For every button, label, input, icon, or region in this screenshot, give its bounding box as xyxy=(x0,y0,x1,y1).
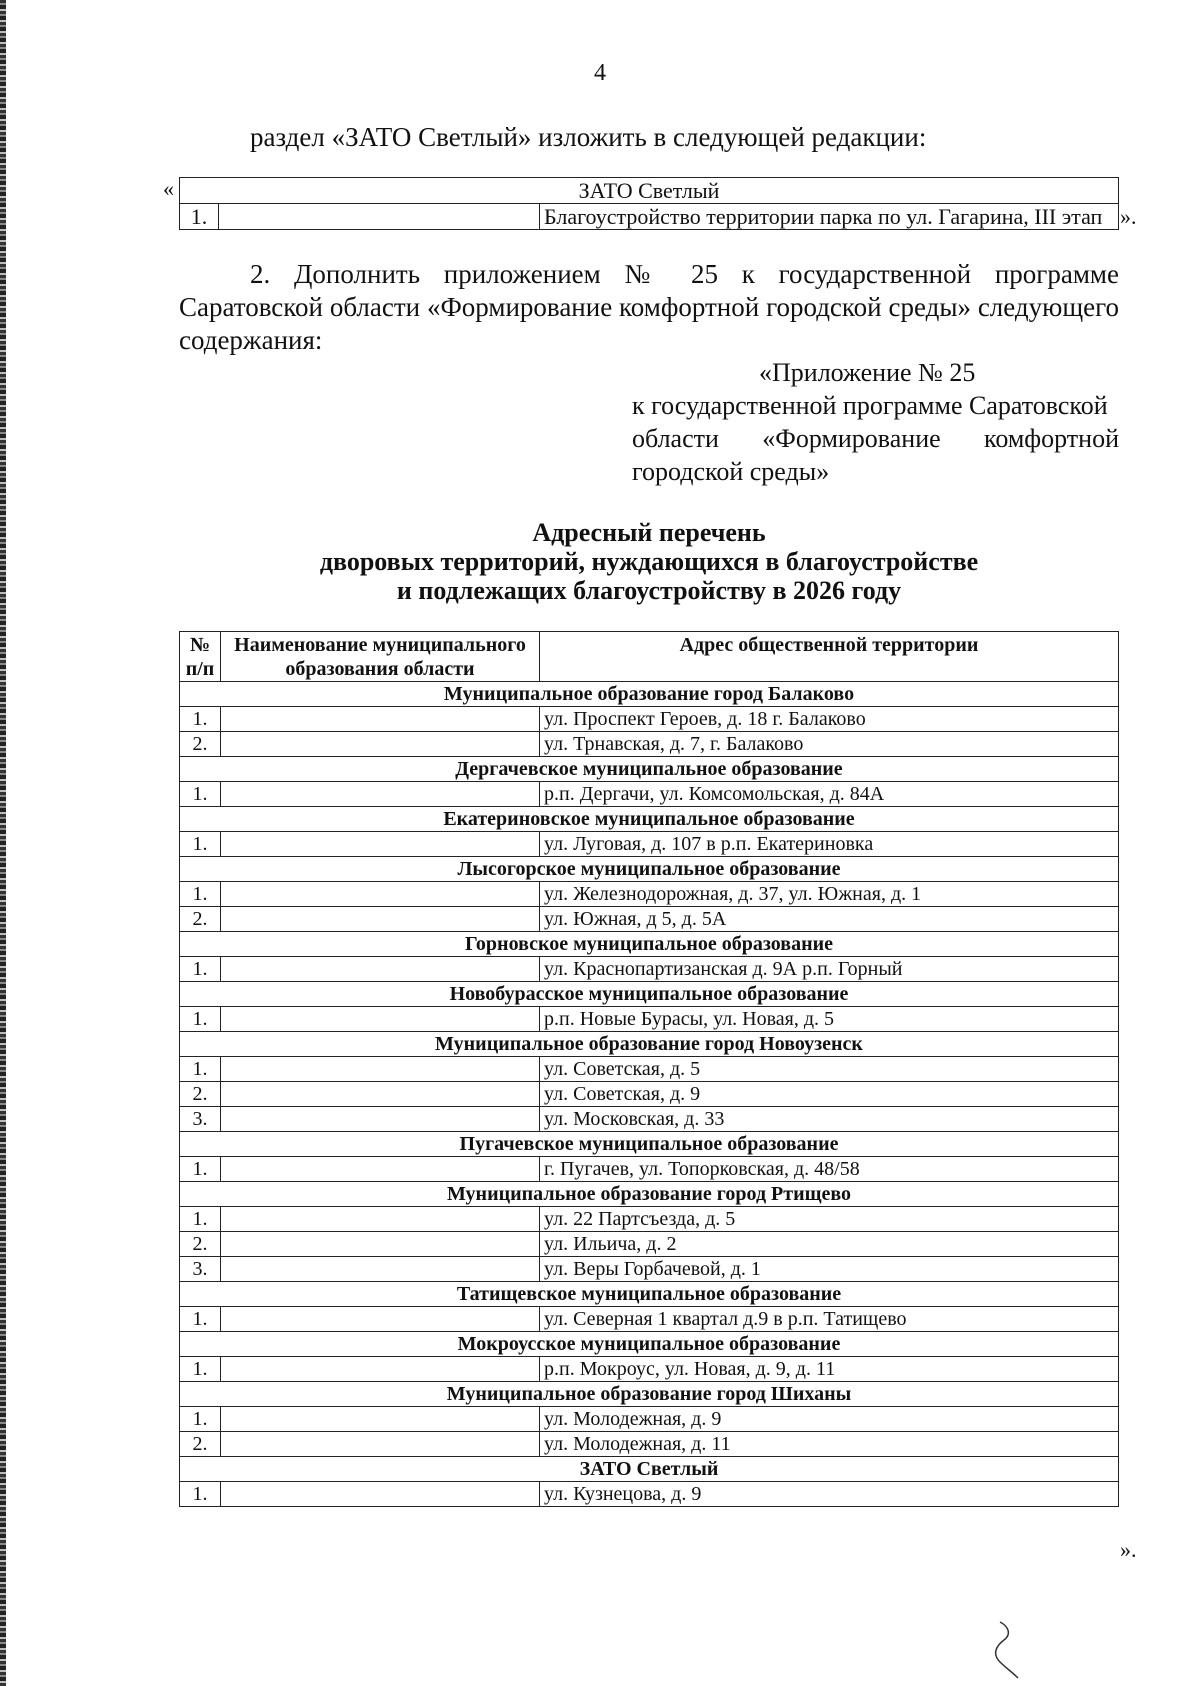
table-header-row xyxy=(180,632,1119,682)
row-municipality xyxy=(221,957,540,982)
row-municipality xyxy=(219,204,540,230)
table-row xyxy=(180,1307,1119,1332)
section-row xyxy=(180,1182,1119,1207)
row-address: ул. Краснопартизанская д. 9А р.п. Горный xyxy=(540,957,1119,982)
row-address: ул. Северная 1 квартал д.9 в р.п. Татищево xyxy=(540,1307,1119,1332)
zato-table-row xyxy=(180,204,1119,230)
appendix-heading xyxy=(632,356,1119,488)
row-number: 1. xyxy=(180,1207,221,1232)
table-row xyxy=(180,957,1119,982)
section-title: Мокроусское муниципальное образование xyxy=(180,1332,1119,1357)
document-title xyxy=(179,518,1119,605)
row-municipality xyxy=(221,732,540,757)
title-line-3: и подлежащих благоустройству в 2026 году xyxy=(396,576,902,605)
row-number: 2. xyxy=(180,732,221,757)
row-number: 2. xyxy=(180,1082,221,1107)
row-number: 2. xyxy=(180,907,221,932)
row-municipality xyxy=(221,1357,540,1382)
row-number: 1. xyxy=(180,1357,221,1382)
section-title: Лысогорское муниципальное образование xyxy=(180,857,1119,882)
row-municipality xyxy=(221,1007,540,1032)
row-municipality xyxy=(221,1257,540,1282)
row-address: Благоустройство территории парка по ул. Гагарина, III этап xyxy=(540,204,1119,230)
row-address: ул. Веры Горбачевой, д. 1 xyxy=(540,1257,1119,1282)
row-number: 1. xyxy=(180,707,221,732)
row-address: ул. Советская, д. 5 xyxy=(540,1057,1119,1082)
row-number: 1. xyxy=(180,1157,221,1182)
appendix-line-4: городской среды» xyxy=(632,457,830,486)
section-title: ЗАТО Светлый xyxy=(180,1457,1119,1482)
section-title: Екатериновское муниципальное образование xyxy=(180,807,1119,832)
section-title: Муниципальное образование город Ртищево xyxy=(180,1182,1119,1207)
row-municipality xyxy=(221,1232,540,1257)
row-number: 1. xyxy=(180,957,221,982)
row-municipality xyxy=(221,1157,540,1182)
row-municipality xyxy=(221,832,540,857)
table-row xyxy=(180,1057,1119,1082)
row-number: 2. xyxy=(180,1432,221,1457)
section-title: Горновское муниципальное образование xyxy=(180,932,1119,957)
row-municipality xyxy=(221,1407,540,1432)
row-number: 1. xyxy=(180,1307,221,1332)
row-address: ул. Советская, д. 9 xyxy=(540,1082,1119,1107)
close-quote-mark: ». xyxy=(1120,204,1137,229)
table-row xyxy=(180,1007,1119,1032)
table-row xyxy=(180,1257,1119,1282)
row-municipality xyxy=(221,1207,540,1232)
row-municipality xyxy=(221,1307,540,1332)
row-address: ул. Трнавская, д. 7, г. Балаково xyxy=(540,732,1119,757)
row-number: 1. xyxy=(180,1007,221,1032)
row-number: 1. xyxy=(180,832,221,857)
header-municipality: Наименование муниципального образования области xyxy=(221,632,540,682)
table-row xyxy=(180,907,1119,932)
pen-mark-icon xyxy=(982,1620,1022,1680)
section-title: Пугачевское муниципальное образование xyxy=(180,1132,1119,1157)
section-row xyxy=(180,1282,1119,1307)
row-number: 3. xyxy=(180,1257,221,1282)
row-number: 1. xyxy=(180,204,219,230)
row-address: р.п. Дергачи, ул. Комсомольская, д. 84А xyxy=(540,782,1119,807)
table-row xyxy=(180,832,1119,857)
section-row xyxy=(180,757,1119,782)
row-address: р.п. Новые Бурасы, ул. Новая, д. 5 xyxy=(540,1007,1119,1032)
row-municipality xyxy=(221,707,540,732)
section-title: Татищевское муниципальное образование xyxy=(180,1282,1119,1307)
row-number: 2. xyxy=(180,1232,221,1257)
end-quote-mark: ». xyxy=(1120,1537,1137,1562)
section-row xyxy=(180,682,1119,707)
table-row xyxy=(180,782,1119,807)
row-address: ул. Луговая, д. 107 в р.п. Екатериновка xyxy=(540,832,1119,857)
row-address: р.п. Мокроус, ул. Новая, д. 9, д. 11 xyxy=(540,1357,1119,1382)
section-title: Муниципальное образование город Шиханы xyxy=(180,1382,1119,1407)
title-line-1: Адресный перечень xyxy=(532,518,766,547)
row-address: ул. Молодежная, д. 9 xyxy=(540,1407,1119,1432)
section-title: Муниципальное образование город Балаково xyxy=(180,682,1119,707)
row-number: 1. xyxy=(180,882,221,907)
row-municipality xyxy=(221,1432,540,1457)
section-row xyxy=(180,1132,1119,1157)
table-row xyxy=(180,1107,1119,1132)
intro-line: раздел «ЗАТО Светлый» изложить в следующей редакции: xyxy=(250,122,927,152)
table-row xyxy=(180,1482,1119,1507)
zato-table-title: ЗАТО Светлый xyxy=(180,178,1119,204)
open-quote-mark: « xyxy=(163,176,174,201)
row-address: ул. Железнодорожная, д. 37, ул. Южная, д. 1 xyxy=(540,882,1119,907)
row-municipality xyxy=(221,1482,540,1507)
section-row xyxy=(180,1457,1119,1482)
section-title: Дергачевское муниципальное образование xyxy=(180,757,1119,782)
table-row xyxy=(180,882,1119,907)
amendment-text: 2. Дополнить приложением № 25 к государственной программе Саратовской области «Формирование комфортной городской среды» следующего содержания: xyxy=(179,259,1119,355)
title-line-2: дворовых территорий, нуждающихся в благоустройстве xyxy=(319,547,979,576)
header-number: № п/п xyxy=(180,632,221,682)
amendment-paragraph xyxy=(179,258,1119,357)
row-number: 1. xyxy=(180,1057,221,1082)
row-address: ул. Молодежная, д. 11 xyxy=(540,1432,1119,1457)
scan-edge-artifact xyxy=(0,0,6,1686)
row-number: 1. xyxy=(180,1482,221,1507)
row-address: ул. Московская, д. 33 xyxy=(540,1107,1119,1132)
row-municipality xyxy=(221,1082,540,1107)
appendix-line-3: области «Формирование комфортной xyxy=(632,424,1119,453)
row-municipality xyxy=(221,882,540,907)
table-row xyxy=(180,707,1119,732)
section-row xyxy=(180,857,1119,882)
table-row xyxy=(180,1082,1119,1107)
section-row xyxy=(180,1382,1119,1407)
section-title: Муниципальное образование город Новоузенск xyxy=(180,1032,1119,1057)
table-row xyxy=(180,1357,1119,1382)
page-number: 4 xyxy=(594,60,606,86)
row-address: ул. Кузнецова, д. 9 xyxy=(540,1482,1119,1507)
row-municipality xyxy=(221,782,540,807)
header-address: Адрес общественной территории xyxy=(540,632,1119,682)
row-address: ул. Южная, д 5, д. 5А xyxy=(540,907,1119,932)
address-list-table xyxy=(179,631,1119,1507)
row-address: ул. 22 Партсъезда, д. 5 xyxy=(540,1207,1119,1232)
table-body xyxy=(180,682,1119,1507)
section-title: Новобурасское муниципальное образование xyxy=(180,982,1119,1007)
section-row xyxy=(180,932,1119,957)
section-row xyxy=(180,1032,1119,1057)
row-municipality xyxy=(221,1107,540,1132)
section-row xyxy=(180,807,1119,832)
row-address: ул. Ильича, д. 2 xyxy=(540,1232,1119,1257)
row-municipality xyxy=(221,907,540,932)
table-row xyxy=(180,1432,1119,1457)
appendix-line-2: к государственной программе Саратовской xyxy=(632,391,1108,420)
row-number: 3. xyxy=(180,1107,221,1132)
row-address: г. Пугачев, ул. Топорковская, д. 48/58 xyxy=(540,1157,1119,1182)
row-municipality xyxy=(221,1057,540,1082)
section-row xyxy=(180,1332,1119,1357)
row-number: 1. xyxy=(180,1407,221,1432)
row-number: 1. xyxy=(180,782,221,807)
table-row xyxy=(180,1232,1119,1257)
row-address: ул. Проспект Героев, д. 18 г. Балаково xyxy=(540,707,1119,732)
table-row xyxy=(180,1207,1119,1232)
table-row xyxy=(180,1407,1119,1432)
table-row xyxy=(180,1157,1119,1182)
zato-svetly-table xyxy=(179,177,1119,230)
appendix-line-1: «Приложение № 25 xyxy=(759,358,976,387)
section-row xyxy=(180,982,1119,1007)
table-row xyxy=(180,732,1119,757)
